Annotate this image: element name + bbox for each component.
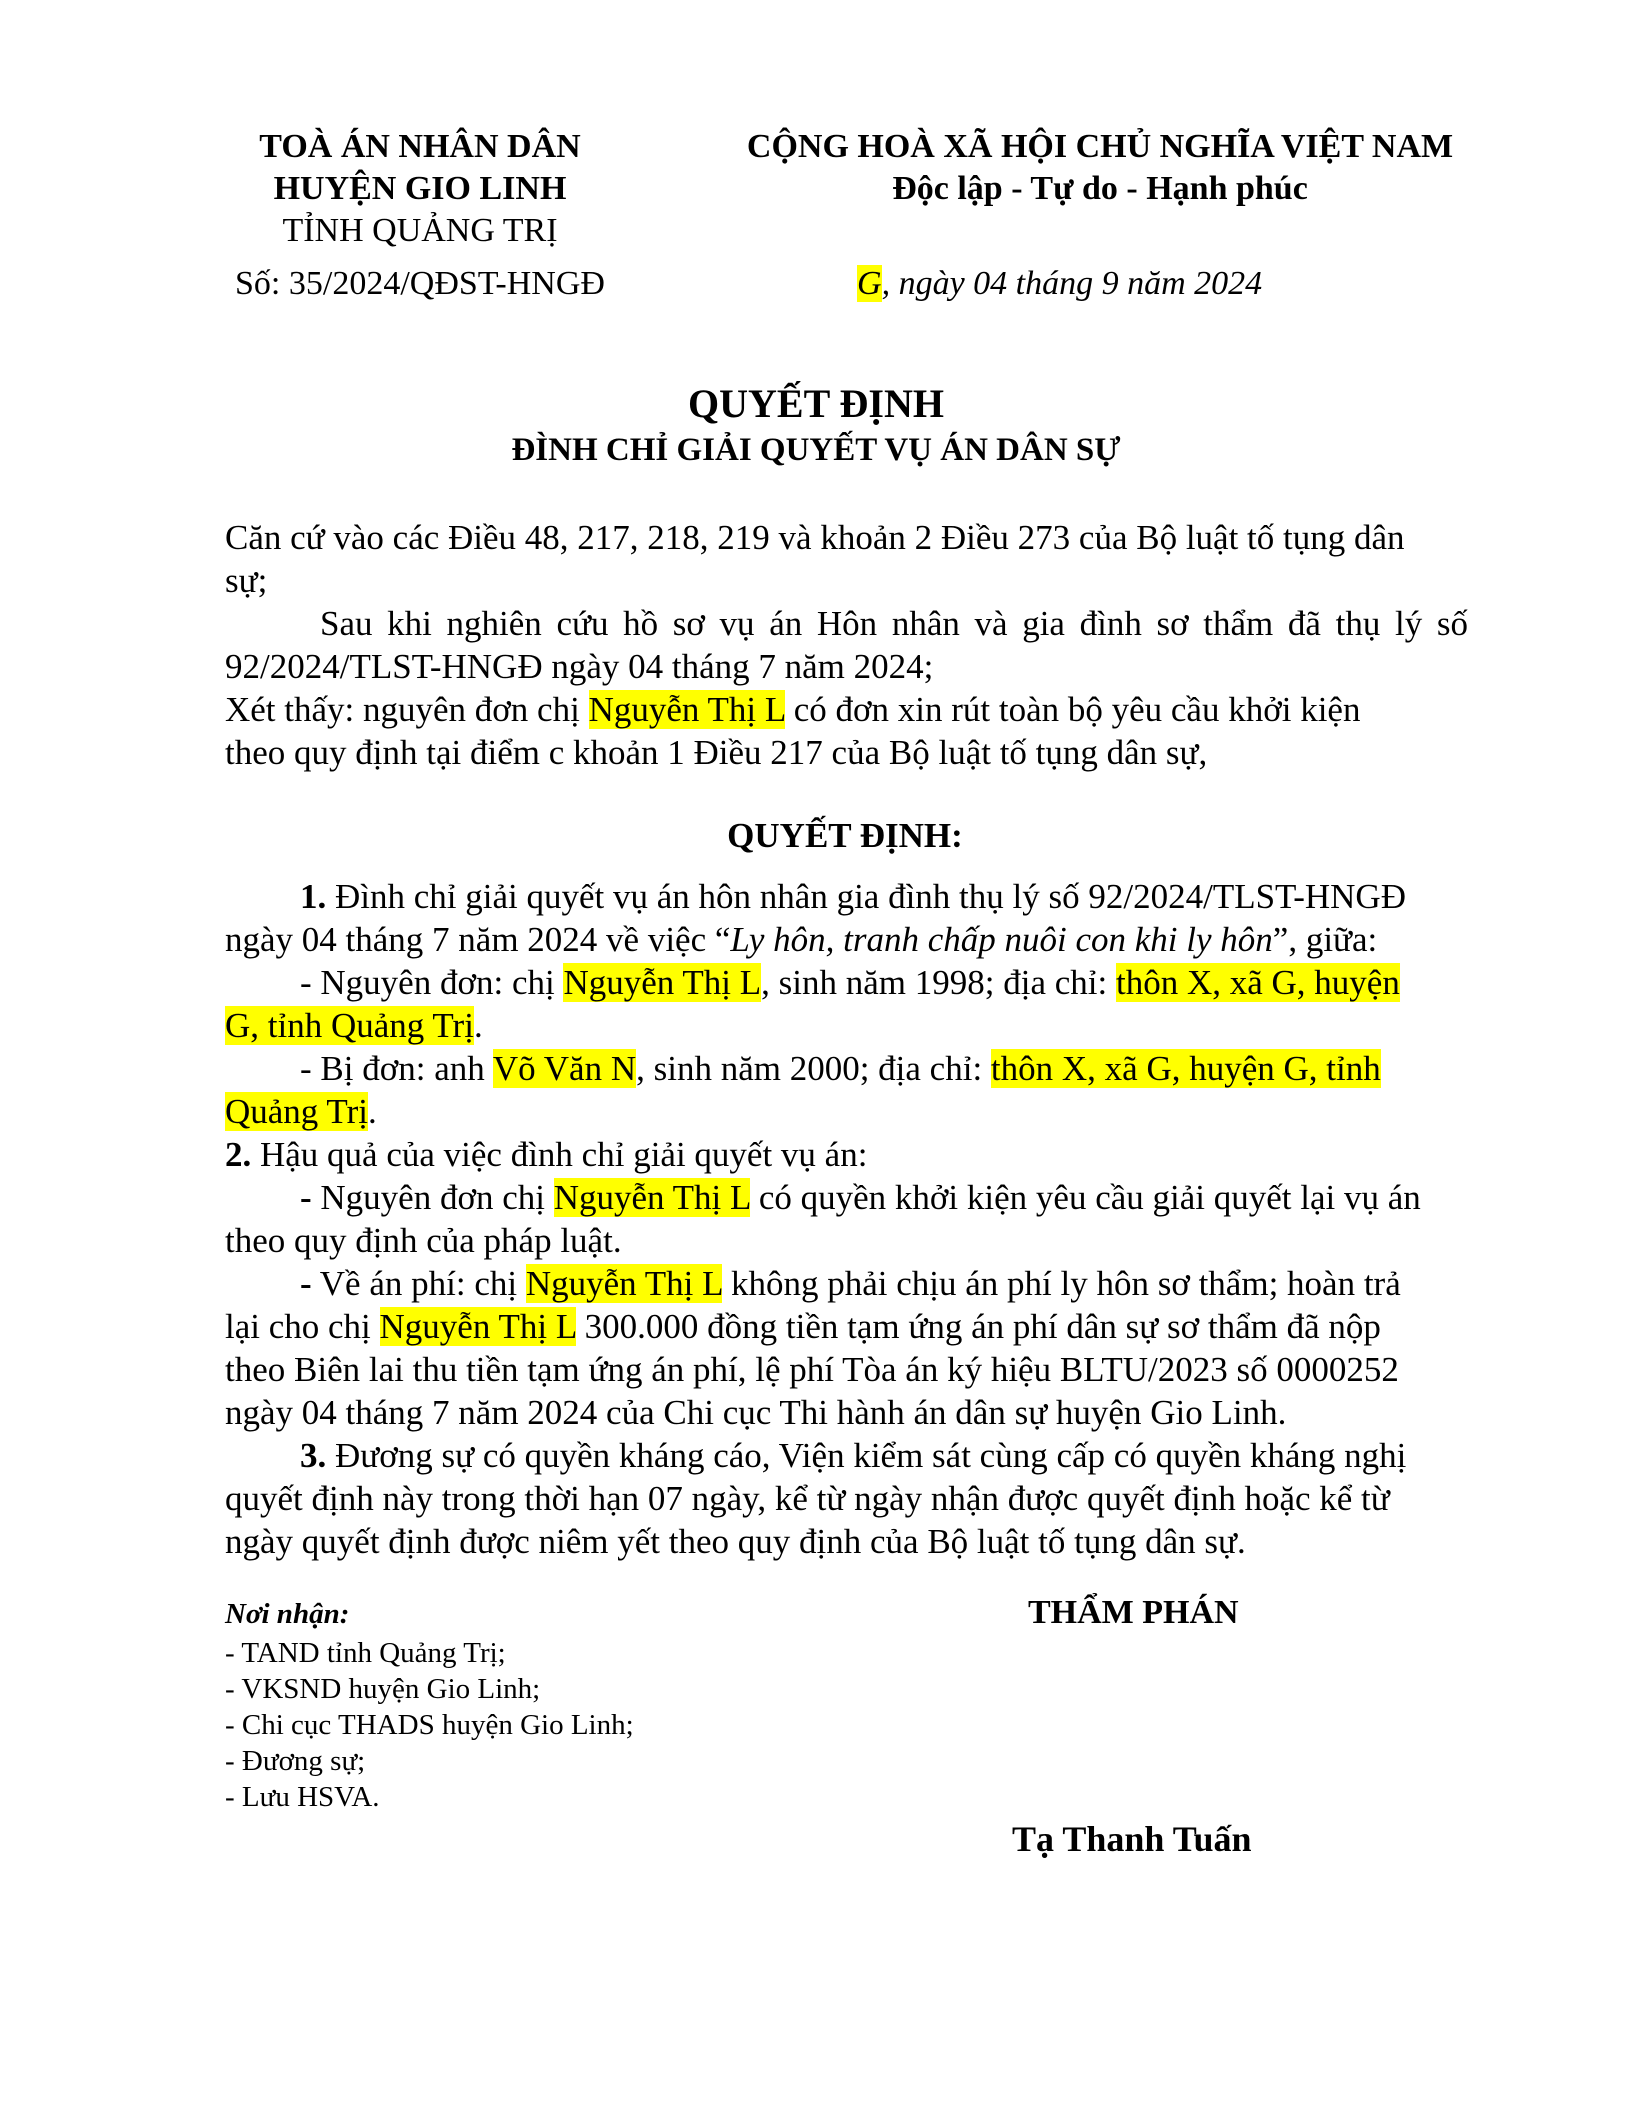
defendant-name-highlight: Võ Văn N [492,1049,637,1088]
consequence-line: - Nguyên đơn chị Nguyễn Thị L có quyền khởi kiện yêu cầu giải quyết lại vụ án [300,1178,1421,1217]
consequence-line: theo quy định của pháp luật. [225,1221,622,1260]
defendant-address-highlight: thôn X, xã G, huyện G, tỉnh [990,1049,1381,1088]
recipient-item: - Lưu HSVA. [225,1781,380,1813]
consequence-line: ngày 04 tháng 7 năm 2024 của Chi cục Thi hành án dân sự huyện Gio Linh. [225,1393,1287,1432]
signer-title: THẨM PHÁN [1028,1594,1239,1631]
recipient-item: - Chi cục THADS huyện Gio Linh; [225,1709,634,1741]
date-text: , ngày 04 tháng 9 năm 2024 [881,265,1263,302]
case-subject: Ly hôn, tranh chấp nuôi con khi ly hôn [730,920,1273,959]
decision-heading: QUYẾT ĐỊNH: [727,816,963,855]
court-name-line2: HUYỆN GIO LINH [273,170,567,207]
document-title: QUYẾT ĐỊNH [688,381,944,426]
preamble-line: theo quy định tại điểm c khoản 1 Điều 217 của Bộ luật tố tụng dân sự, [225,733,1208,772]
defendant-line: - Bị đơn: anh Võ Văn N, sinh năm 2000; địa chỉ: thôn X, xã G, huyện G, tỉnh [300,1049,1381,1088]
preamble-line: 92/2024/TLST-HNGĐ ngày 04 tháng 7 năm 2024; [225,647,934,686]
plaintiff-address-highlight: G, tỉnh Quảng Trị [225,1006,474,1045]
plaintiff-line: - Nguyên đơn: chị Nguyễn Thị L, sinh năm 1998; địa chỉ: thôn X, xã G, huyện [300,963,1400,1002]
court-name-line1: TOÀ ÁN NHÂN DÂN [259,128,581,165]
recipient-item: - Đương sự; [225,1745,366,1777]
item-2-line: 2. Hậu quả của việc đình chỉ giải quyết vụ án: [225,1135,868,1174]
signer-name: Tạ Thanh Tuấn [1012,1819,1252,1859]
plaintiff-line: G, tỉnh Quảng Trị. [225,1006,483,1045]
plaintiff-name-highlight: Nguyễn Thị L [553,1178,751,1217]
plaintiff-address-highlight: thôn X, xã G, huyện [1115,963,1400,1002]
item-3-line: ngày quyết định được niêm yết theo quy định của Bộ luật tố tụng dân sự. [225,1522,1246,1561]
recipient-item: - VKSND huyện Gio Linh; [225,1673,541,1705]
plaintiff-name-highlight: Nguyễn Thị L [563,963,762,1002]
nation-title: CỘNG HOÀ XÃ HỘI CHỦ NGHĨA VIỆT NAM [746,128,1454,165]
consequence-line: theo Biên lai thu tiền tạm ứng án phí, lệ phí Tòa án ký hiệu BLTU/2023 số 0000252 [225,1350,1399,1389]
document-subtitle: ĐÌNH CHỈ GIẢI QUYẾT VỤ ÁN DÂN SỰ [511,432,1121,468]
preamble-line: Xét thấy: nguyên đơn chị Nguyễn Thị L có đơn xin rút toàn bộ yêu cầu khởi kiện [225,690,1361,729]
plaintiff-name-highlight: Nguyễn Thị L [379,1307,576,1346]
preamble-line: Sau khi nghiên cứu hồ sơ vụ án Hôn nhân và gia đình sơ thẩm đã thụ lý số [320,604,1468,643]
date-place-highlight: G [857,265,882,302]
recipient-item: - TAND tỉnh Quảng Trị; [225,1637,506,1669]
item-3-line: 3. Đương sự có quyền kháng cáo, Viện kiểm sát cùng cấp có quyền kháng nghị [300,1436,1407,1475]
preamble-line: sự; [225,561,268,600]
plaintiff-name-highlight: Nguyễn Thị L [525,1264,723,1303]
item-3-line: quyết định này trong thời hạn 07 ngày, kể từ ngày nhận được quyết định hoặc kể từ [225,1479,1390,1518]
consequence-line: lại cho chị Nguyễn Thị L 300.000 đồng tiền tạm ứng án phí dân sự sơ thẩm đã nộp [225,1307,1381,1346]
date-line [857,265,1262,303]
defendant-address-highlight: Quảng Trị [225,1092,368,1131]
nation-motto: Độc lập - Tự do - Hạnh phúc [892,170,1308,207]
preamble-line: Căn cứ vào các Điều 48, 217, 218, 219 và khoản 2 Điều 273 của Bộ luật tố tụng dân [225,518,1405,557]
item-1-line: ngày 04 tháng 7 năm 2024 về việc “Ly hôn, tranh chấp nuôi con khi ly hôn”, giữa: [225,920,1378,959]
court-name-line3: TỈNH QUẢNG TRỊ [282,212,558,249]
defendant-line: Quảng Trị. [225,1092,377,1131]
decision-number: Số: 35/2024/QĐST-HNGĐ [235,265,605,302]
plaintiff-name-highlight: Nguyễn Thị L [588,690,785,729]
consequence-line: - Về án phí: chị Nguyễn Thị L không phải chịu án phí ly hôn sơ thẩm; hoàn trả [300,1264,1401,1303]
item-1-line: 1. Đình chỉ giải quyết vụ án hôn nhân gia đình thụ lý số 92/2024/TLST-HNGĐ [300,877,1406,916]
recipients-heading: Nơi nhận: [225,1598,350,1630]
